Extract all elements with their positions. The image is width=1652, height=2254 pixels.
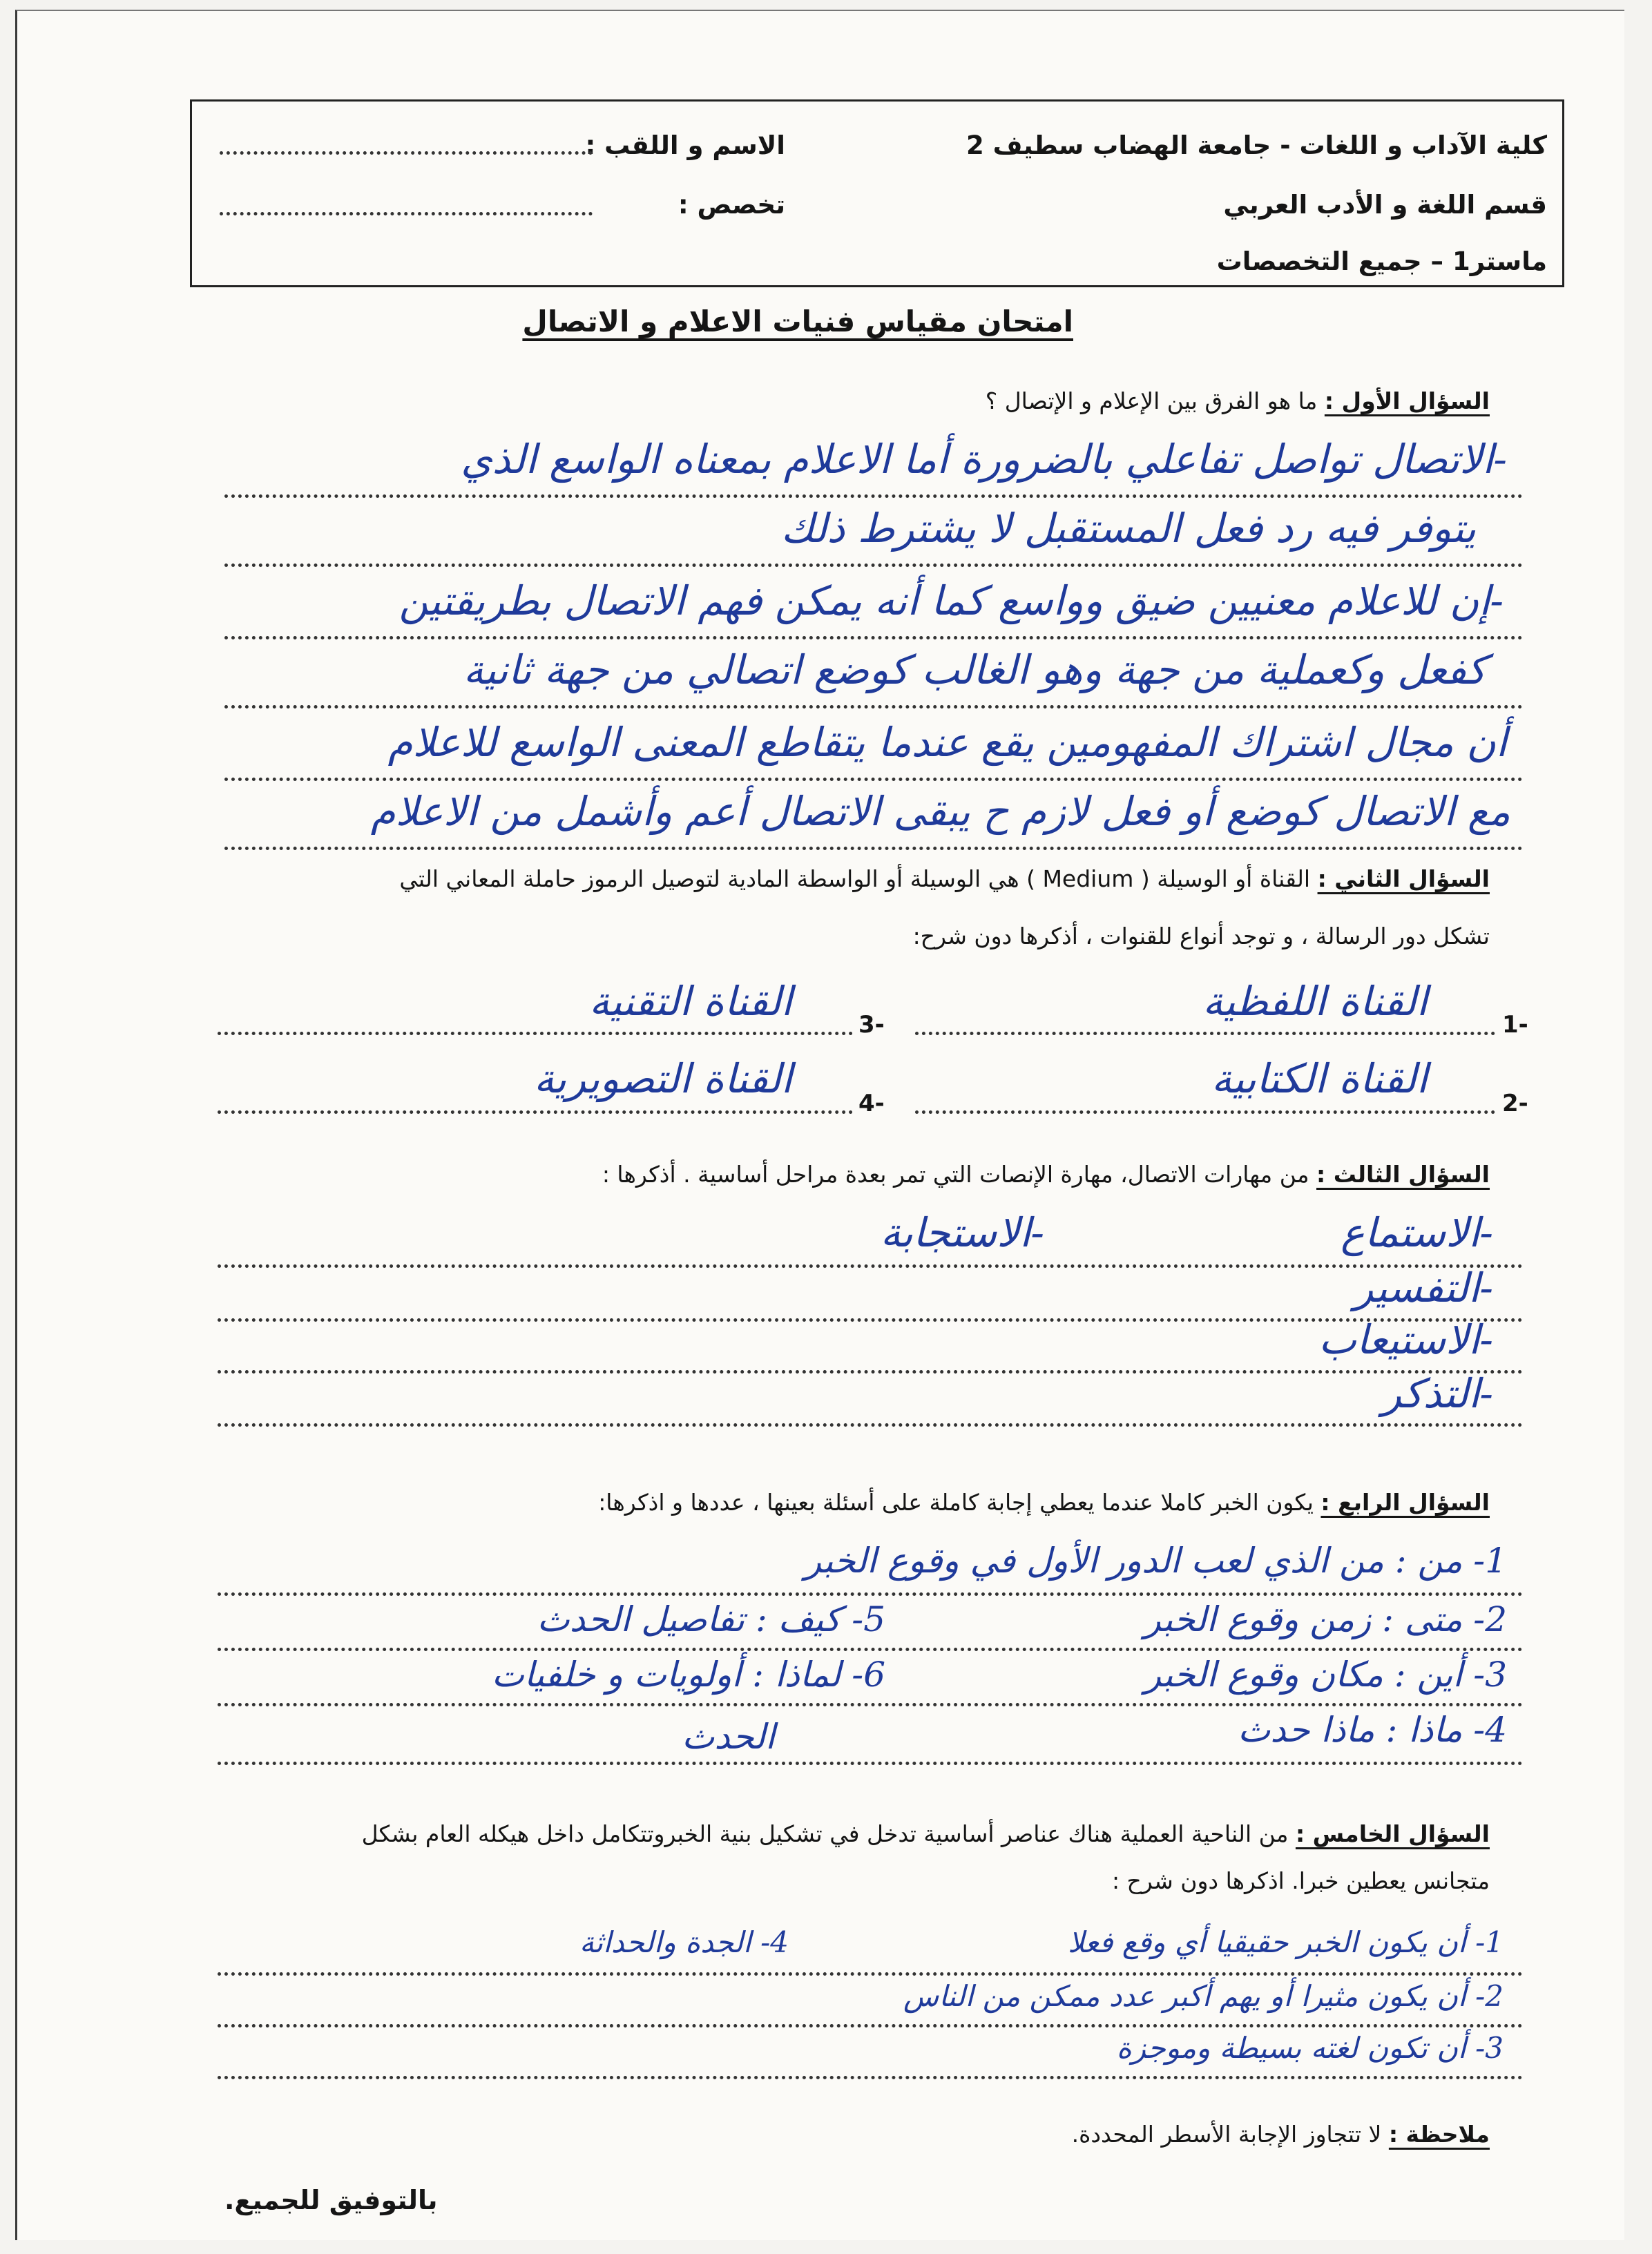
exam-sheet xyxy=(15,10,1624,2240)
q2-answer-1: القناة اللفظية xyxy=(1202,978,1428,1025)
answer-line xyxy=(218,1110,853,1114)
answer-line xyxy=(224,847,1523,850)
question-5-text-1: من الناحية العملية هناك عناصر أساسية تدخل في تشكيل بنية الخبروتتكامل داخل هيكله العام بشكل xyxy=(361,1820,1289,1847)
q4-answer-1: 1- من : من الذي لعب الدور الأول في وقوع الخبر xyxy=(804,1541,1507,1581)
answer-line xyxy=(218,1032,853,1035)
faculty-line: كلية الآداب و اللغات - جامعة الهضاب سطيف 2 xyxy=(966,131,1547,160)
answer-line xyxy=(218,1762,1523,1765)
q2-answer-3: القناة التقنية xyxy=(589,978,792,1025)
q1-answer-4: كفعل وكعملية من جهة وهو الغالب كوضع اتصالي من جهة ثانية xyxy=(463,646,1486,693)
level-line: ماستر1 – جميع التخصصات xyxy=(1216,247,1547,276)
question-4-text: يكون الخبر كاملا عندما يعطي إجابة كاملة على أسئلة بعينها ، عددها و اذكرها: xyxy=(598,1489,1314,1516)
q2-number-4: -4 xyxy=(858,1090,885,1117)
q3-answer-4: -الاستيعاب xyxy=(1318,1316,1493,1363)
answer-line xyxy=(218,1648,1523,1651)
answer-line xyxy=(218,1972,1523,1976)
q2-answer-4: القناة التصويرية xyxy=(533,1055,792,1102)
name-field[interactable] xyxy=(220,151,593,155)
question-2-label: السؤال الثاني : xyxy=(1317,865,1490,892)
specialty-label: تخصص : xyxy=(678,190,785,220)
answer-line xyxy=(224,494,1523,498)
note xyxy=(1072,2121,1490,2148)
question-1 xyxy=(986,387,1490,414)
answer-line xyxy=(224,564,1523,567)
q1-answer-6: مع الاتصال كوضع أو فعل لازم ح يبقى الاتصال أعم وأشمل من الاعلام xyxy=(370,788,1510,835)
q4-answer-6-cont: الحدث xyxy=(682,1717,775,1757)
answer-line xyxy=(224,705,1523,709)
question-5-text-2: متجانس يعطين خبرا. اذكرها دون شرح : xyxy=(1111,1867,1490,1894)
q4-answer-3: 3- أين : مكان وقوع الخبر xyxy=(1144,1655,1507,1695)
q4-answer-2: 2- متى : زمن وقوع الخبر xyxy=(1144,1599,1507,1639)
q1-answer-2: يتوفر فيه رد فعل المستقبل لا يشترط ذلك xyxy=(781,505,1476,552)
q4-answer-4: 4- ماذا : ماذا حدث xyxy=(1238,1710,1507,1750)
specialty-field[interactable] xyxy=(220,212,593,215)
question-3 xyxy=(602,1161,1490,1188)
q2-number-3: -3 xyxy=(858,1011,885,1039)
answer-line xyxy=(915,1110,1495,1114)
answer-line xyxy=(915,1032,1495,1035)
q5-answer-2: 2- أن يكون مثيرا أو يهم أكبر عدد ممكن من الناس xyxy=(903,1979,1504,2013)
answer-line xyxy=(218,1423,1523,1427)
q3-answer-1: -الاستماع xyxy=(1341,1209,1493,1256)
q5-answer-4: 4- الجدة والحداثة xyxy=(579,1925,789,1959)
question-4 xyxy=(598,1489,1490,1516)
answer-line xyxy=(224,778,1523,781)
question-1-text: ما هو الفرق بين الإعلام و الإتصال ؟ xyxy=(985,387,1318,414)
question-3-text: من مهارات الاتصال، مهارة الإنصات التي تمر بعدة مراحل أساسية . أذكرها : xyxy=(602,1161,1309,1188)
answer-line xyxy=(218,1370,1523,1374)
q1-answer-1: -الاتصال تواصل تفاعلي بالضرورة أما الاعلام بمعناه الواسع الذي xyxy=(461,436,1507,483)
answer-line xyxy=(218,2076,1523,2079)
q2-answer-2: القناة الكتابية xyxy=(1211,1055,1428,1102)
q5-answer-1: 1- أن يكون الخبر حقيقيا أي وقع فعلا xyxy=(1068,1925,1504,1959)
note-text: لا تتجاوز الإجابة الأسطر المحددة. xyxy=(1071,2121,1382,2148)
question-3-label: السؤال الثالث : xyxy=(1316,1161,1490,1188)
q3-answer-3: -التفسير xyxy=(1354,1264,1493,1311)
question-1-label: السؤال الأول : xyxy=(1324,387,1490,414)
question-5-label: السؤال الخامس : xyxy=(1295,1820,1490,1847)
q2-number-2: -2 xyxy=(1502,1090,1528,1117)
answer-line xyxy=(224,636,1523,639)
q5-answer-3: 3- أن تكون لغته بسيطة وموجزة xyxy=(1116,2031,1504,2065)
q1-answer-3: -إن للاعلام معنيين ضيق وواسع كما أنه يمكن فهم الاتصال بطريقتين xyxy=(398,577,1504,624)
q1-answer-5: أن مجال اشتراك المفهومين يقع عندما يتقاطع المعنى الواسع للاعلام xyxy=(387,719,1507,766)
answer-line xyxy=(218,1703,1523,1706)
q3-answer-2: -الاستجابة xyxy=(880,1209,1044,1256)
answer-line xyxy=(218,2024,1523,2027)
q4-answer-5: 5- كيف : تفاصيل الحدث xyxy=(537,1599,885,1639)
answer-line xyxy=(218,1264,1523,1268)
question-5 xyxy=(362,1820,1490,1847)
q4-answer-6: 6- لماذا : أولويات و خلفيات xyxy=(491,1655,885,1695)
exam-title: امتحان مقياس فنيات الاعلام و الاتصال xyxy=(522,305,1073,338)
department-line: قسم اللغة و الأدب العربي xyxy=(1223,190,1547,220)
name-label: الاسم و اللقب : xyxy=(585,131,785,160)
footer-wish: بالتوفيق للجميع. xyxy=(224,2185,438,2215)
q3-answer-5: -التذكر xyxy=(1382,1370,1493,1417)
note-label: ملاحظة : xyxy=(1388,2121,1490,2148)
question-2-text-2: تشكل دور الرسالة ، و توجد أنواع للقنوات ، أذكرها دون شرح: xyxy=(912,923,1490,950)
answer-line xyxy=(218,1592,1523,1596)
question-2-text-1: القناة أو الوسيلة ( Medium ) هي الوسيلة أو الواسطة المادية لتوصيل الرموز حاملة المعاني التي xyxy=(399,865,1311,892)
question-2 xyxy=(399,865,1490,892)
q2-number-1: -1 xyxy=(1502,1011,1528,1039)
question-4-label: السؤال الرابع : xyxy=(1320,1489,1490,1516)
header-box xyxy=(190,99,1564,287)
